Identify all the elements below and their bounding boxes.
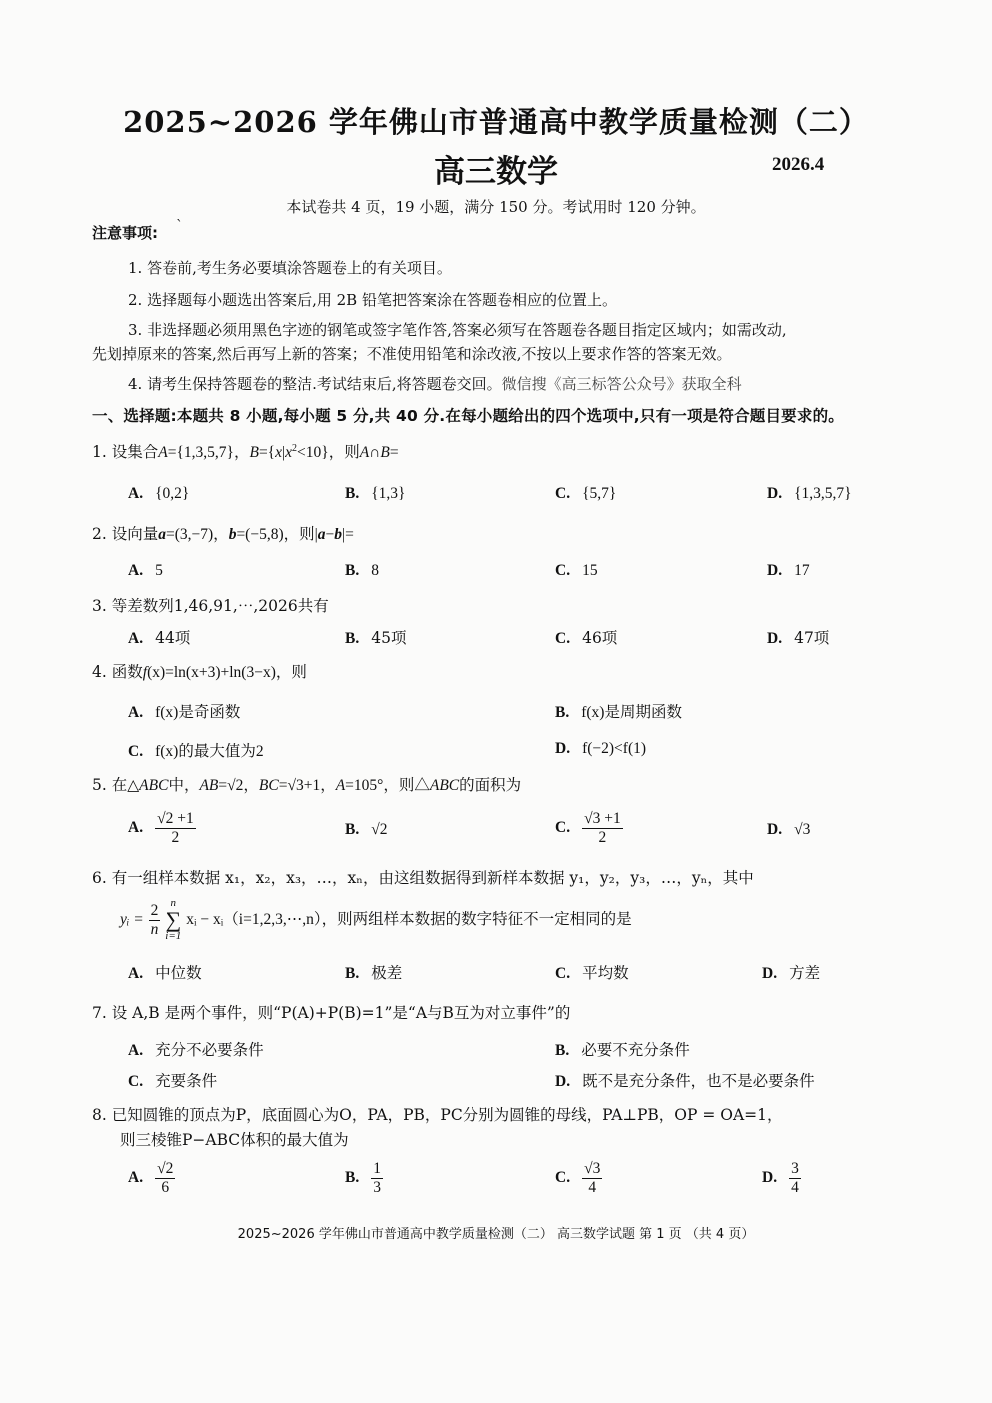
q2-number: 2.: [92, 525, 107, 543]
q8-option-b: B. $\frac{1}{3}$: [345, 1160, 381, 1196]
q2-option-c: C. 15: [555, 562, 598, 579]
q1-option-c: C. {5,7}: [555, 485, 617, 502]
q6-option-a: A. 中位数: [128, 964, 202, 982]
q8-option-b-fraction: $\frac{1}{3}$: [373, 1160, 381, 1196]
q4-option-c: C. f(x)的最大值为2: [128, 743, 264, 760]
q5-option-b: B. √2: [345, 821, 388, 838]
watermark-text: 微信搜《高三标答公众号》获取全科: [501, 375, 742, 393]
q4-number: 4.: [92, 663, 107, 681]
note-4-text: 4. 请考生保持答题卷的整洁.考试结束后,将答题卷交回。: [128, 375, 502, 393]
q8-text-line2: 则三棱锥P−ABC体积的最大值为: [120, 1131, 349, 1149]
q8-number: 8.: [92, 1106, 107, 1124]
note-3: 3. 非选择题必须用黑色字迹的钢笔或签字笔作答,答案必须写在答题卷各题目指定区域内；如需改动,: [128, 321, 787, 339]
question-7: [92, 1001, 570, 1023]
q1-option-b: B. {1,3}: [345, 485, 406, 502]
q3-option-c: C. 46项: [555, 629, 618, 647]
q1-number: 1.: [92, 443, 107, 461]
question-1: [92, 440, 399, 462]
q2-option-d: D. 17: [767, 562, 810, 579]
q4-option-a: A. f(x)是奇函数: [128, 704, 241, 721]
q7-option-c: C. 充要条件: [128, 1072, 218, 1090]
section-heading: 一、选择题:本题共 8 小题,每小题 5 分,共 40 分.在每小题给出的四个选项中,只有一项是符合题目要求的。: [92, 407, 844, 425]
q6-fraction: $\frac{2}{n}$: [150, 901, 159, 938]
q5-option-c: C. $\frac{√3 +1}{2}$: [555, 810, 621, 846]
q6-sum-symbol: n ∑ i=1: [165, 897, 182, 942]
q4-option-d: D. f(−2)<f(1): [555, 740, 647, 757]
q8-option-d-fraction: $\frac{3}{4}$: [791, 1160, 799, 1196]
q6-option-b: B. 极差: [345, 964, 403, 982]
q4-text: 函数f(x)=ln(x+3)+ln(3−x)，则: [111, 663, 307, 681]
q5-option-a-fraction: $\frac{√2 +1}{2}$: [157, 810, 194, 846]
exam-info: 本试卷共 4 页，19 小题，满分 150 分。考试用时 120 分钟。: [286, 198, 706, 216]
page-footer: 2025~2026 学年佛山市普通高中教学质量检测（二） 高三数学试题 第 1 页 （共 4 页）: [237, 1227, 755, 1242]
q3-option-d: D. 47项: [767, 629, 830, 647]
q1-text: 设集合A={1,3,5,7}，$B=\{x|x^2<10\}$，则A∩B=: [111, 442, 399, 461]
q1-option-a: A. {0,2}: [128, 485, 190, 502]
q6-formula-line: yᵢ = $\frac{2}{n}$ n ∑ i=1 xᵢ − xᵢ（i=1,2,3,⋯,n），则两组样本数据的数字特征不一定相同的是: [120, 897, 632, 942]
q5-option-a: A. $\frac{√2 +1}{2}$: [128, 810, 194, 846]
q2-text: 设向量a=(3,−7)，b=(−5,8)，则|a−b|=: [111, 525, 354, 543]
q7-option-a: A. 充分不必要条件: [128, 1041, 264, 1059]
q1-option-d: D. {1,3,5,7}: [767, 485, 852, 502]
q2-option-b: B. 8: [345, 562, 379, 579]
q3-number: 3.: [92, 597, 107, 615]
q8-option-d: D. $\frac{3}{4}$: [762, 1160, 799, 1196]
stray-mark: `: [176, 218, 183, 234]
question-2: [92, 522, 354, 544]
q5-text: 在△ABC中，AB=√2，BC=√3+1，A=105°，则△ABC的面积为: [111, 776, 522, 794]
q8-option-c: C. $\frac{√3}{4}$: [555, 1160, 601, 1196]
question-6: [92, 866, 754, 888]
q5-number: 5.: [92, 776, 107, 794]
exam-date: 2026.4: [772, 154, 825, 175]
q3-option-a: A. 44项: [128, 629, 191, 647]
q6-text-line1: 有一组样本数据 x₁，x₂，x₃，…，xₙ，由这组数据得到新样本数据 y₁，y₂，y₃，…，yₙ，其中: [111, 869, 754, 887]
q4-option-b: B. f(x)是周期函数: [555, 704, 682, 721]
q3-option-b: B. 45项: [345, 629, 407, 647]
notes-heading: 注意事项:: [92, 224, 158, 242]
q2-option-a: A. 5: [128, 562, 163, 579]
question-4: [92, 660, 307, 682]
q7-option-d: D. 既不是充分条件，也不是必要条件: [555, 1072, 815, 1090]
note-3-cont: 先划掉原来的答案,然后再写上新的答案；不准使用铅笔和涂改液,不按以上要求作答的答案无效。: [92, 345, 732, 363]
q6-number: 6.: [92, 869, 107, 887]
question-8: [92, 1103, 783, 1125]
q8-option-c-fraction: $\frac{√3}{4}$: [584, 1160, 601, 1196]
question-3: [92, 594, 329, 616]
exam-subject: 高三数学: [434, 154, 558, 190]
q6-option-d: D. 方差: [762, 964, 821, 982]
q5-option-c-fraction: $\frac{√3 +1}{2}$: [584, 810, 621, 846]
question-5: [92, 773, 521, 795]
q8-text-line1: 已知圆锥的顶点为P，底面圆心为O，PA，PB，PC分别为圆锥的母线，PA⊥PB，OP = OA=1，: [111, 1106, 783, 1124]
q8-option-a: A. $\frac{√2}{6}$: [128, 1160, 174, 1196]
q7-option-b: B. 必要不充分条件: [555, 1041, 690, 1059]
q7-text: 设 A,B 是两个事件，则“P(A)+P(B)=1”是“A与B互为对立事件”的: [111, 1004, 571, 1022]
q5-option-d: D. √3: [767, 821, 811, 838]
exam-title: 2025~2026 学年佛山市普通高中教学质量检测（二）: [123, 105, 869, 139]
note-4: [128, 373, 742, 394]
q6-option-c: C. 平均数: [555, 964, 629, 982]
q3-text: 等差数列1,46,91,⋯,2026共有: [111, 597, 329, 615]
note-1: 1. 答卷前,考生务必要填涂答题卷上的有关项目。: [128, 259, 452, 277]
note-2: 2. 选择题每小题选出答案后,用 2B 铅笔把答案涂在答题卷相应的位置上。: [128, 291, 617, 309]
q8-option-a-fraction: $\frac{√2}{6}$: [157, 1160, 174, 1196]
q7-number: 7.: [92, 1004, 107, 1022]
